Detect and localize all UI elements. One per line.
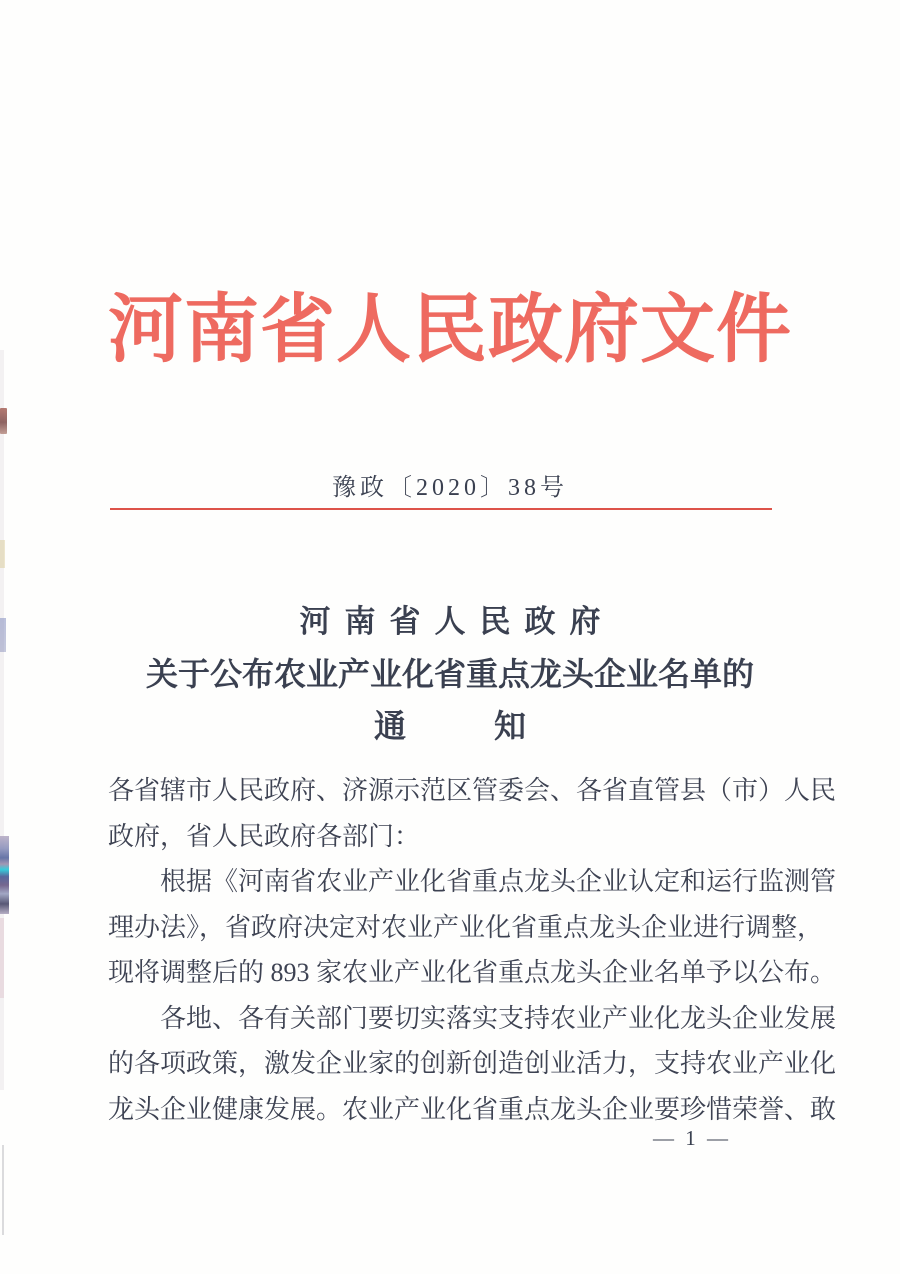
- scan-artifact-gray-line: [2, 1145, 4, 1235]
- scan-artifact-pink-mark: [0, 918, 4, 998]
- body-line: 现将调整后的 893 家农业产业化省重点龙头企业名单予以公布。: [108, 958, 837, 987]
- title-government-name: 河南省人民政府: [299, 604, 615, 639]
- body-line: 政府，省人民政府各部门：: [108, 821, 421, 851]
- masthead-title: 河南省人民政府文件: [107, 289, 792, 372]
- page-number: — 1 —: [653, 1126, 731, 1150]
- red-divider-rule: [110, 508, 772, 510]
- notice-char-left: 通: [373, 708, 406, 744]
- title-notice-line: [0, 701, 900, 747]
- body-line: 各地、各有关部门要切实落实支持农业产业化龙头企业发展: [160, 1003, 837, 1033]
- scan-artifact-color-band: [0, 836, 9, 914]
- title-subject-line: 关于公布农业产业化省重点龙头企业名单的: [145, 656, 754, 692]
- body-line: 的各项政策，激发企业家的创新创造创业活力，支持农业产业化: [108, 1049, 837, 1078]
- body-line: 各省辖市人民政府、济源示范区管委会、各省直管县（市）人民: [108, 776, 837, 805]
- notice-char-right: 知: [494, 708, 527, 744]
- scan-artifact-yellow-mark: [0, 540, 5, 568]
- scan-artifact-red-mark: [0, 408, 7, 434]
- body-line: 理办法》，省政府决定对农业产业化省重点龙头企业进行调整，: [108, 912, 824, 942]
- body-text: [108, 768, 837, 1132]
- body-line: 根据《河南省农业产业化省重点龙头企业认定和运行监测管: [160, 867, 837, 896]
- document-number: 豫政〔2020〕38号: [332, 475, 568, 501]
- body-line: 龙头企业健康发展。农业产业化省重点龙头企业要珍惜荣誉、敢: [108, 1094, 837, 1124]
